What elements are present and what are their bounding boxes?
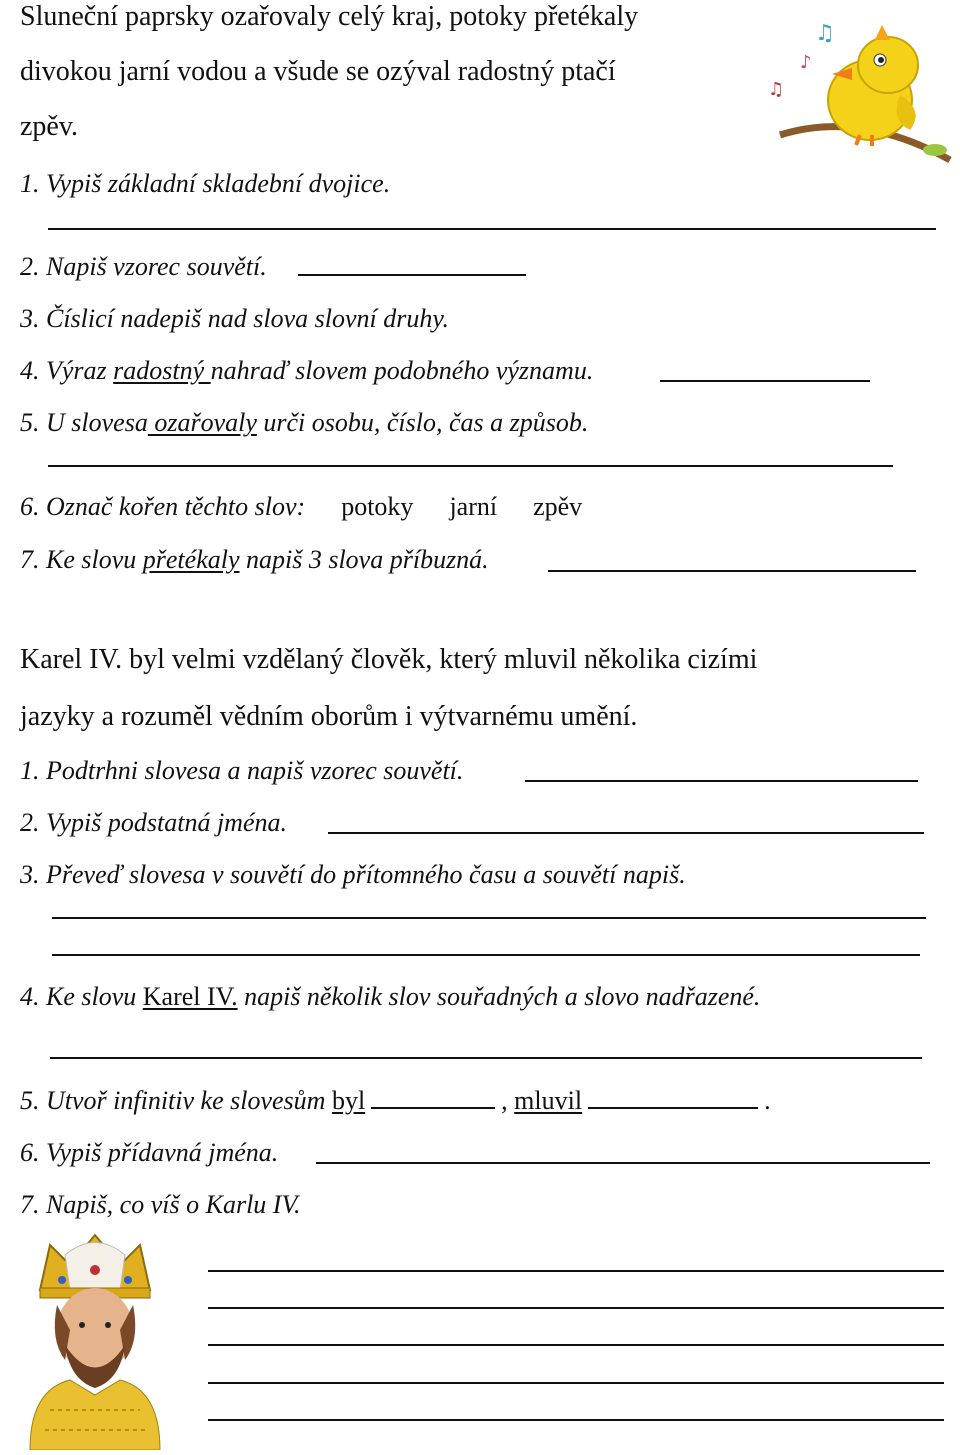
task1-3: 3. Číslicí nadepiš nad slova slovní druhy. <box>20 304 449 333</box>
answer-blank-mluvil[interactable] <box>588 1087 758 1109</box>
task1-4-text-b: nahraď slovem podobného významu. <box>210 356 594 385</box>
task2-6: 6. Vypiš přídavná jména. <box>20 1138 279 1167</box>
answer-line-2-7b[interactable] <box>208 1307 944 1309</box>
task1-5 <box>20 406 588 440</box>
answer-line-1-1[interactable] <box>48 228 936 230</box>
period: . <box>764 1086 771 1115</box>
answer-line-2-1[interactable] <box>525 780 918 782</box>
comma: , <box>501 1086 508 1115</box>
answer-line-1-2[interactable] <box>298 274 526 276</box>
task1-5-text-b: urči osobu, číslo, čas a způsob. <box>256 408 589 437</box>
word-pretekaly: přetékaly <box>142 545 240 574</box>
word-karel-iv: Karel IV. <box>142 982 238 1011</box>
text2-line-2: jazyky a rozuměl vědním oborům i výtvarnému umění. <box>20 701 638 732</box>
answer-line-2-7a[interactable] <box>208 1270 944 1272</box>
task2-2: 2. Vypiš podstatná jména. <box>20 808 287 837</box>
word-potoky: potoky <box>341 492 414 521</box>
word-mluvil: mluvil <box>514 1086 583 1115</box>
answer-line-2-3b[interactable] <box>52 954 920 956</box>
king-charles-iv-portrait <box>10 1230 180 1450</box>
svg-text:♪: ♪ <box>800 52 812 73</box>
answer-line-1-5[interactable] <box>48 465 893 467</box>
svg-text:♫: ♫ <box>768 79 785 100</box>
task1-5-text-a: 5. U slovesa <box>20 408 148 437</box>
task1-4-text-a: 4. Výraz <box>20 356 114 385</box>
task2-4-text-a: 4. Ke slovu <box>20 982 143 1011</box>
word-jarni: jarní <box>449 492 498 521</box>
task1-7-text-b: napiš 3 slova příbuzná. <box>239 545 489 574</box>
task2-5-text: 5. Utvoř infinitiv ke slovesům <box>20 1086 332 1115</box>
task2-7: 7. Napiš, co víš o Karlu IV. <box>20 1190 301 1219</box>
bird-illustration <box>760 10 960 170</box>
answer-line-2-4[interactable] <box>50 1057 922 1059</box>
task1-7 <box>20 543 489 577</box>
word-ozarovaly: ozařovaly <box>147 408 257 437</box>
task2-4 <box>20 980 760 1014</box>
task1-4 <box>20 354 593 388</box>
task1-2-label: 2. Napiš vzorec souvětí. <box>20 252 267 281</box>
word-radostny: radostný <box>113 356 211 385</box>
svg-text:♫: ♫ <box>815 21 835 46</box>
task1-2 <box>20 250 267 284</box>
task1-1: 1. Vypiš základní skladební dvojice. <box>20 169 391 198</box>
task2-1: 1. Podtrhni slovesa a napiš vzorec souvětí. <box>20 756 464 785</box>
answer-line-1-7[interactable] <box>548 570 916 572</box>
word-byl: byl <box>331 1086 366 1115</box>
answer-line-1-4[interactable] <box>660 380 870 382</box>
answer-line-2-7c[interactable] <box>208 1344 944 1346</box>
task1-7-text-a: 7. Ke slovu <box>20 545 143 574</box>
answer-line-2-6[interactable] <box>316 1162 930 1164</box>
task2-5 <box>20 1084 771 1118</box>
text1-line-1: Sluneční paprsky ozařovaly celý kraj, potoky přetékaly <box>20 1 639 32</box>
task1-6-text: 6. Označ kořen těchto slov: <box>20 492 306 521</box>
answer-line-2-2[interactable] <box>328 832 924 834</box>
music-notes-icon <box>768 21 835 100</box>
text2-line-1: Karel IV. byl velmi vzdělaný člověk, který mluvil několika cizími <box>20 644 758 675</box>
answer-line-2-7d[interactable] <box>208 1382 944 1384</box>
answer-line-2-7e[interactable] <box>208 1419 944 1421</box>
task2-4-text-b: napiš několik slov souřadných a slovo nadřazené. <box>237 982 761 1011</box>
answer-line-2-3a[interactable] <box>52 917 926 919</box>
answer-blank-byl[interactable] <box>371 1087 495 1109</box>
text1-line-3: zpěv. <box>20 111 79 142</box>
text1-line-2: divokou jarní vodou a všude se ozýval radostný ptačí <box>20 56 616 87</box>
task2-3: 3. Převeď slovesa v souvětí do přítomného času a souvětí napiš. <box>20 860 686 889</box>
word-zpev: zpěv <box>533 492 583 521</box>
task1-6 <box>20 490 582 524</box>
